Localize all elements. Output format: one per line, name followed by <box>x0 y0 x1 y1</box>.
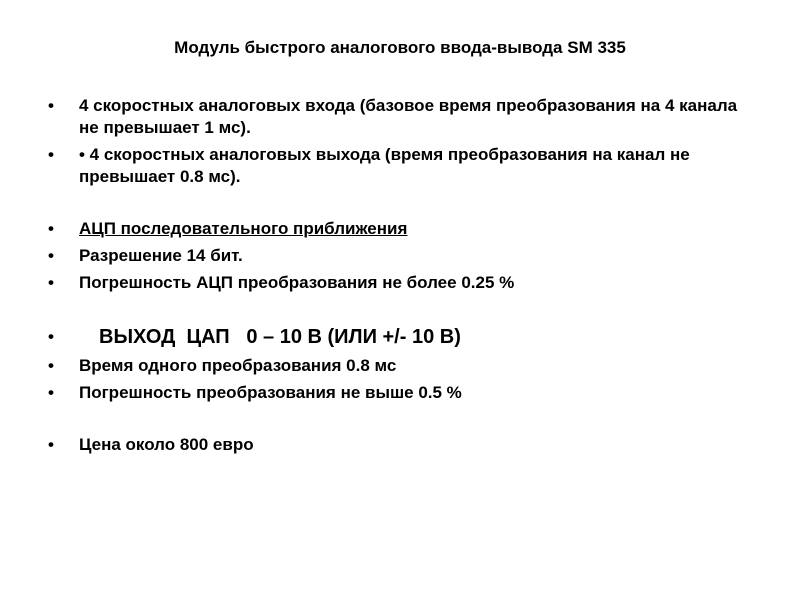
list-item <box>48 382 748 404</box>
list-item <box>48 95 748 139</box>
bullet-icon: • <box>48 356 54 375</box>
bullet-icon: • <box>48 435 54 454</box>
item-text: • 4 скоростных аналоговых выхода (время преобразования на канал не превышает 0.8 мс). <box>79 145 690 186</box>
list-item <box>48 245 748 267</box>
item-text: Погрешность АЦП преобразования не более 0.25 % <box>79 273 515 292</box>
bullet-icon: • <box>48 145 54 164</box>
item-text: ВЫХОД ЦАП 0 – 10 В (ИЛИ +/- 10 В) <box>99 326 461 348</box>
bullet-icon: • <box>48 219 54 238</box>
bullet-icon: • <box>48 273 54 292</box>
item-text: Время одного преобразования 0.8 мс <box>79 356 397 375</box>
list-item <box>48 434 748 456</box>
list-item <box>48 272 748 294</box>
item-text: 4 скоростных аналоговых входа (базовое время преобразования на 4 канала не превышает 1 мс). <box>79 96 738 137</box>
list-item <box>48 324 748 350</box>
bullet-icon: • <box>48 327 54 346</box>
item-text: Погрешность преобразования не выше 0.5 % <box>79 383 462 402</box>
item-text: АЦП последовательного приближения <box>79 219 408 238</box>
bullet-icon: • <box>48 96 54 115</box>
bullet-list <box>48 95 748 461</box>
bullet-icon: • <box>48 383 54 402</box>
list-item <box>48 355 748 377</box>
list-item <box>48 144 748 188</box>
item-text: Разрешение 14 бит. <box>79 246 243 265</box>
item-text: Цена около 800 евро <box>79 435 254 454</box>
list-item <box>48 218 748 240</box>
slide-title: Модуль быстрого аналогового ввода-вывода SM 335 <box>174 38 626 57</box>
bullet-icon: • <box>48 246 54 265</box>
